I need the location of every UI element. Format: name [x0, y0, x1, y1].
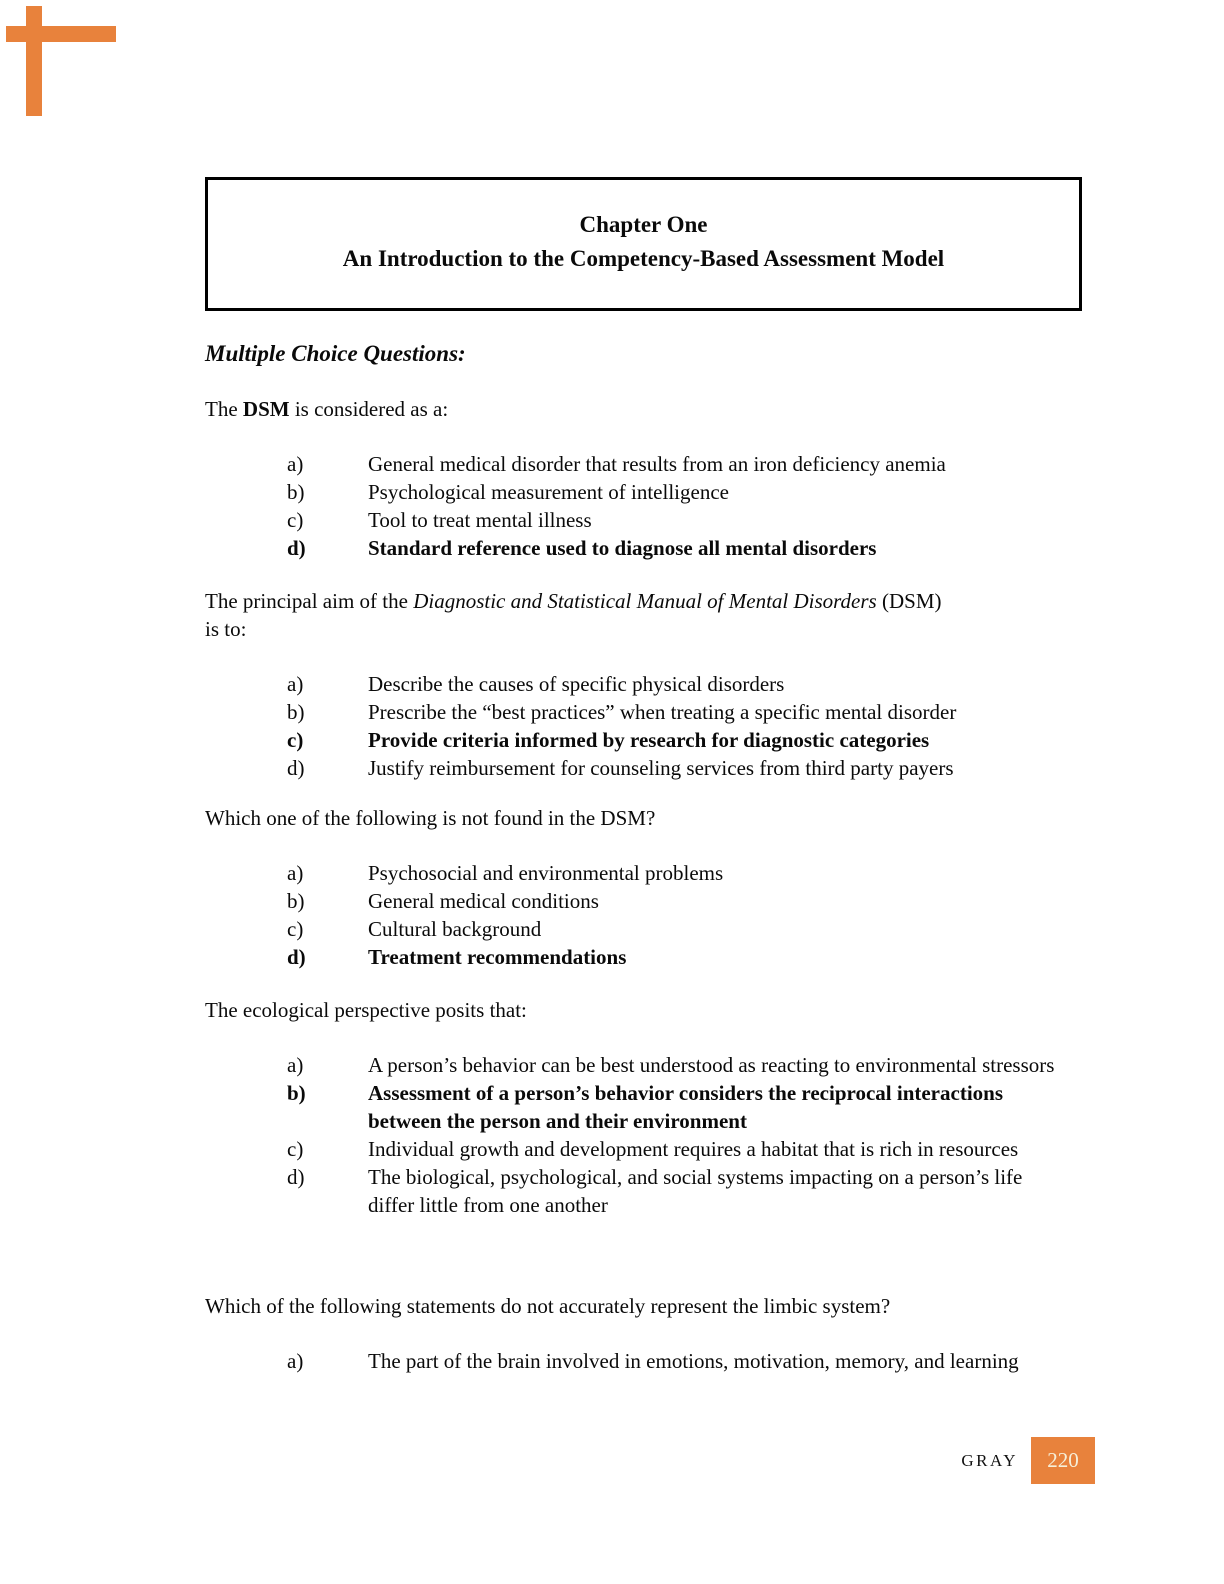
option-row [287, 450, 1085, 478]
option-letter: c) [287, 1137, 304, 1161]
question-block-2 [205, 587, 1085, 782]
option-letter: a) [287, 672, 304, 696]
author-name: GRAY [961, 1451, 1018, 1470]
option-letter: a) [287, 452, 304, 476]
question-2-italic-title: Diagnostic and Statistical Manual of Mental Disorders [413, 589, 877, 613]
option-letter: a) [287, 1349, 304, 1373]
chapter-title-line2: An Introduction to the Competency-Based Assessment Model [342, 246, 945, 271]
question-2-options [287, 670, 1085, 782]
option-row [287, 698, 1085, 726]
option-row [287, 506, 1085, 534]
question-1-bold-term: DSM [242, 397, 290, 421]
option-row-correct [287, 943, 1085, 971]
option-row [287, 859, 1085, 887]
section-heading: Multiple Choice Questions: [205, 341, 466, 366]
option-text: A person’s behavior can be best understood as reacting to environmental stressors [368, 1053, 1055, 1077]
question-block-1 [205, 395, 1085, 562]
option-row-correct [287, 534, 1085, 562]
option-row-correct [287, 1079, 1085, 1135]
question-5-options [287, 1347, 1085, 1375]
option-text: Cultural background [368, 917, 542, 941]
question-4-options [287, 1051, 1085, 1219]
option-text: Treatment recommendations [368, 945, 627, 969]
question-4-text: The ecological perspective posits that: [205, 998, 527, 1022]
option-letter: b) [287, 700, 305, 724]
option-row [287, 478, 1085, 506]
option-row [287, 754, 1085, 782]
option-text: General medical conditions [368, 889, 599, 913]
page-number-badge [1031, 1437, 1095, 1484]
option-row [287, 1135, 1085, 1163]
option-row [287, 915, 1085, 943]
option-letter: d) [287, 756, 305, 780]
question-3-options [287, 859, 1085, 971]
question-3-text: Which one of the following is not found in the DSM? [205, 806, 656, 830]
option-letter: b) [287, 480, 305, 504]
question-2-text [205, 587, 1061, 643]
option-letter: a) [287, 861, 304, 885]
question-2-segment: The principal aim of the [205, 589, 414, 613]
question-1-segment: is considered as a: [289, 397, 449, 421]
option-letter: c) [287, 508, 304, 532]
option-row [287, 1347, 1085, 1375]
option-row [287, 1051, 1085, 1079]
option-text: Prescribe the “best practices” when treating a specific mental disorder [368, 700, 957, 724]
page-footer [0, 1437, 1095, 1484]
option-letter: a) [287, 1053, 304, 1077]
option-text: General medical disorder that results from an iron deficiency anemia [368, 452, 946, 476]
option-text: Tool to treat mental illness [368, 508, 592, 532]
question-1-text [205, 395, 1061, 423]
chapter-title-line1: Chapter One [579, 212, 708, 237]
option-letter: b) [287, 1081, 306, 1105]
option-text: Describe the causes of specific physical disorders [368, 672, 785, 696]
chapter-title-box [205, 177, 1082, 311]
option-row [287, 670, 1085, 698]
option-letter: d) [287, 536, 306, 560]
option-row [287, 1163, 1085, 1219]
option-letter: c) [287, 728, 304, 752]
option-row [287, 887, 1085, 915]
option-text: Provide criteria informed by research for diagnostic categories [368, 728, 930, 752]
question-block-5 [205, 1292, 1085, 1375]
option-letter: d) [287, 1165, 305, 1189]
page-corner-mark-horizontal [6, 26, 116, 42]
page-corner-mark-vertical [26, 6, 42, 116]
question-1-options [287, 450, 1085, 562]
option-row-correct [287, 726, 1085, 754]
option-letter: c) [287, 917, 304, 941]
option-text: The biological, psychological, and social systems impacting on a person’s life differ little from one another [368, 1165, 1023, 1217]
option-text: The part of the brain involved in emotions, motivation, memory, and learning [368, 1349, 1019, 1373]
option-text: Assessment of a person’s behavior considers the reciprocal interactions between the person and their environment [368, 1081, 1004, 1133]
option-text: Psychosocial and environmental problems [368, 861, 724, 885]
question-5-text: Which of the following statements do not accurately represent the limbic system? [205, 1294, 891, 1318]
option-text: Psychological measurement of intelligence [368, 480, 729, 504]
question-block-4 [205, 996, 1085, 1219]
question-2-segment: is to: [205, 617, 247, 641]
option-text: Standard reference used to diagnose all mental disorders [368, 536, 877, 560]
option-letter: d) [287, 945, 306, 969]
question-2-segment: (DSM) [876, 589, 942, 613]
page-number: 220 [1047, 1448, 1079, 1472]
option-text: Individual growth and development requires a habitat that is rich in resources [368, 1137, 1019, 1161]
option-letter: b) [287, 889, 305, 913]
question-block-3 [205, 804, 1085, 971]
option-text: Justify reimbursement for counseling services from third party payers [368, 756, 954, 780]
question-1-segment: The [205, 397, 243, 421]
